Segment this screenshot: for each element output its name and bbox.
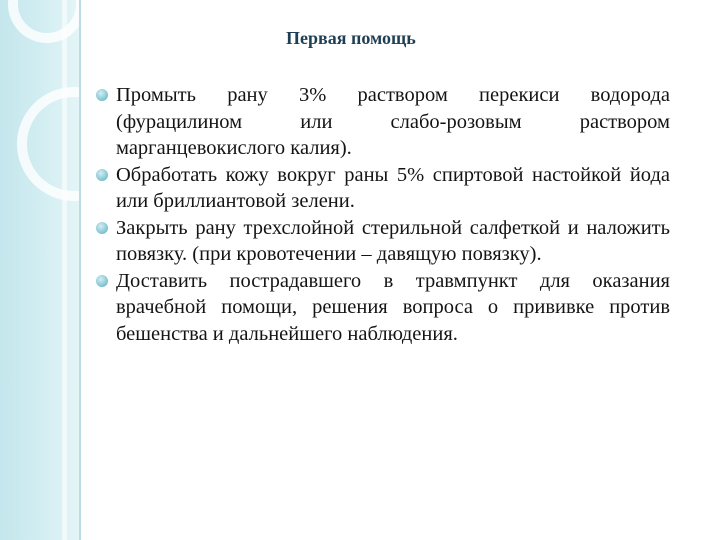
side-decor-panel [0, 0, 79, 540]
bullet-text: Закрыть рану трехслойной стерильной салфеткой и наложить повязку. (при кровотечении – давящую повязку). [116, 216, 670, 265]
bullet-item-treat-skin [116, 162, 670, 215]
bullet-icon [96, 275, 108, 287]
decor-circle-top [8, 0, 79, 43]
panel-shine-stripe [62, 0, 67, 540]
bullet-text: Обработать кожу вокруг раны 5% спиртовой настойкой йода или бриллиантовой зелени. [116, 163, 670, 212]
decor-circle-middle [17, 87, 79, 201]
bullet-text: Доставить пострадавшего в травмпункт для оказания врачебной помощи, решения вопроса о прививке против бешенства и дальнейшего наблюдения. [116, 269, 670, 345]
bullet-item-bandage [116, 215, 670, 268]
bullet-item-transport [116, 268, 670, 348]
bullet-item-wash-wound [116, 82, 670, 162]
bullet-icon [96, 222, 108, 234]
bullet-text: Промыть рану 3% раствором перекиси водорода (фурацилином или слабо-розовым раствором марганцевокислого калия). [116, 84, 670, 159]
bullet-icon [96, 169, 108, 181]
panel-divider [79, 0, 81, 540]
bullet-icon [96, 89, 108, 101]
bullet-list [116, 82, 670, 347]
slide-title: Первая помощь [286, 28, 416, 48]
